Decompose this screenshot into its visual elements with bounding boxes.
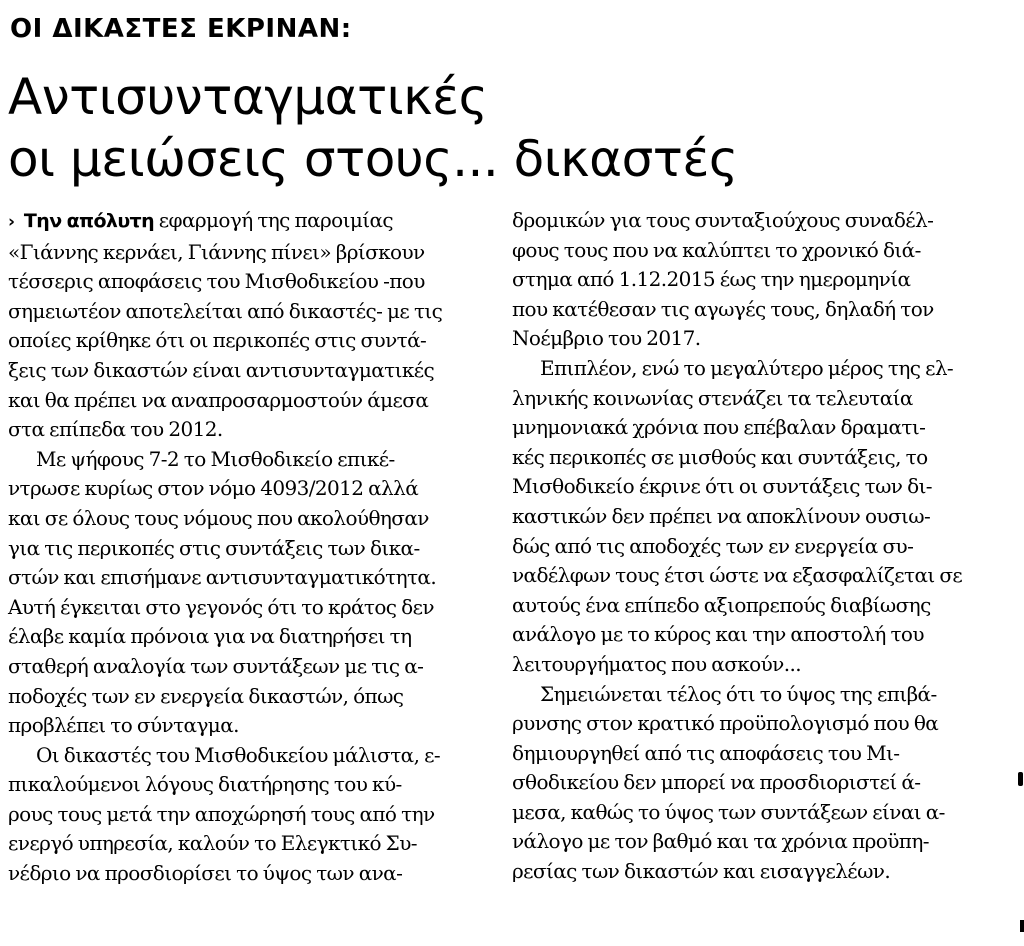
article-column-right (512, 206, 982, 887)
text-line: Αυτή έγκειται στο γεγονός ότι το κράτος δεν (8, 594, 434, 619)
text-line: και σε όλους τους νόμους που ακολούθησαν (8, 505, 429, 530)
lead-bold-text: Την απόλυτη (23, 210, 155, 232)
lead-text: εφαρμογή της παροιμίας (154, 208, 393, 232)
text-line: δρομικών για τους συνταξιούχους συναδέλ- (512, 208, 934, 232)
lead-chevron-icon: › (8, 212, 15, 232)
text-line: για τις περικοπές στις συντάξεις των δικα- (8, 535, 420, 560)
text-line: έλαβε καμία πρόνοια για να διατηρήσει τη (8, 624, 412, 649)
text-line: νάλογο με τον βαθμό και τα χρόνια προϋπη- (512, 829, 929, 854)
text-line: ρεσίας των δικαστών και εισαγγελέων. (512, 859, 891, 884)
text-line: στημα από 1.12.2015 έως την ημερομηνία (512, 267, 911, 292)
text-line: νέδριο να προσδιορίσει το ύψος των ανα- (8, 861, 403, 886)
text-line: τέσσερις αποφάσεις του Μισθοδικείου -που (8, 269, 425, 294)
text-line: καστικών δεν πρέπει να αποκλίνουν ουσιω- (512, 503, 931, 528)
article-kicker: ΟΙ ΔΙΚΑΣΤΕΣ ΕΚΡΙΝΑΝ: (10, 14, 352, 44)
text-line: δημιουργηθεί από τις αποφάσεις του Μι- (512, 740, 900, 765)
edge-mark (1018, 772, 1023, 786)
text-line: αυτούς ένα επίπεδο αξιοπρεπούς διαβίωσης (512, 592, 931, 617)
text-line: μεσα, καθώς το ύψος των συντάξεων είναι α- (512, 799, 945, 824)
article-column-left (8, 206, 496, 889)
article-headline (8, 66, 1008, 190)
text-line: Νοέμβριο του 2017. (512, 326, 701, 351)
text-line: που κατέθεσαν τις αγωγές τους, δηλαδή τον (512, 296, 934, 321)
text-line: ρυνσης στον κρατικό προϋπολογισμό που θα (512, 711, 939, 736)
text-line: Οι δικαστές του Μισθοδικείου μάλιστα, ε- (36, 742, 441, 767)
text-line: Σημειώνεται τέλος ότι το ύψος της επιβά- (540, 681, 937, 706)
text-line: κές περικοπές σε μισθούς και συντάξεις, το (512, 444, 928, 469)
text-line: φους τους που να καλύπτει το χρονικό διά- (512, 237, 921, 262)
text-line: στα επίπεδα του 2012. (8, 417, 223, 442)
text-line: ντρωσε κυρίως στον νόμο 4093/2012 αλλά (8, 476, 419, 501)
text-line: Μισθοδικείο έκρινε ότι οι συντάξεις των δι- (512, 474, 932, 499)
text-line: ξεις των δικαστών είναι αντισυνταγματικές (8, 357, 435, 382)
text-line: Επιπλέον, ενώ το μεγαλύτερο μέρος της ελ- (540, 355, 954, 380)
text-line: και θα πρέπει να αναπροσαρμοστούν άμεσα (8, 387, 429, 412)
text-line: δώς από τις αποδοχές των εν ενεργεία συ- (512, 533, 914, 558)
text-line: σημειωτέον αποτελείται από δικαστές- με τις (8, 298, 443, 323)
text-line: λειτουργήματος που ασκούν... (512, 651, 801, 676)
lead-line (8, 206, 496, 238)
headline-line: οι μειώσεις στους... δικαστές (8, 130, 738, 188)
text-line: ανάλογο με το κύρος και την αποστολή του (512, 622, 924, 647)
edge-mark (1020, 920, 1024, 932)
text-line: Με ψήφους 7-2 το Μισθοδικείο επικέ- (36, 446, 395, 471)
text-line: οποίες κρίθηκε ότι οι περικοπές στις συντά- (8, 328, 427, 353)
headline-line: Αντισυνταγματικές (8, 68, 488, 126)
text-line: μνημονιακά χρόνια που επέβαλαν δραματι- (512, 415, 926, 440)
text-line: ναδέλφων τους έτσι ώστε να εξασφαλίζεται σε (512, 563, 963, 588)
text-line: ληνικής κοινωνίας στενάζει τα τελευταία (512, 385, 913, 410)
page-edge-marks (1010, 760, 1024, 940)
text-line: πικαλούμενοι λόγους διατήρησης του κύ- (8, 772, 402, 797)
text-line: στών και επισήμανε αντισυνταγματικότητα. (8, 565, 437, 590)
text-line: σταθερή αναλογία των συντάξεων με τις α- (8, 653, 424, 678)
text-line: «Γιάννης κερνάει, Γιάννης πίνει» βρίσκουν (8, 239, 425, 264)
text-line: ποδοχές των εν ενεργεία δικαστών, όπως (8, 683, 404, 708)
text-line: προβλέπει το σύνταγμα. (8, 713, 239, 738)
text-line: ενεργό υπηρεσία, καλούν το Ελεγκτικό Συ- (8, 831, 417, 856)
text-line: σθοδικείου δεν μπορεί να προσδιοριστεί ά- (512, 770, 921, 795)
text-line: ρους τους μετά την αποχώρησή τους από την (8, 801, 435, 826)
